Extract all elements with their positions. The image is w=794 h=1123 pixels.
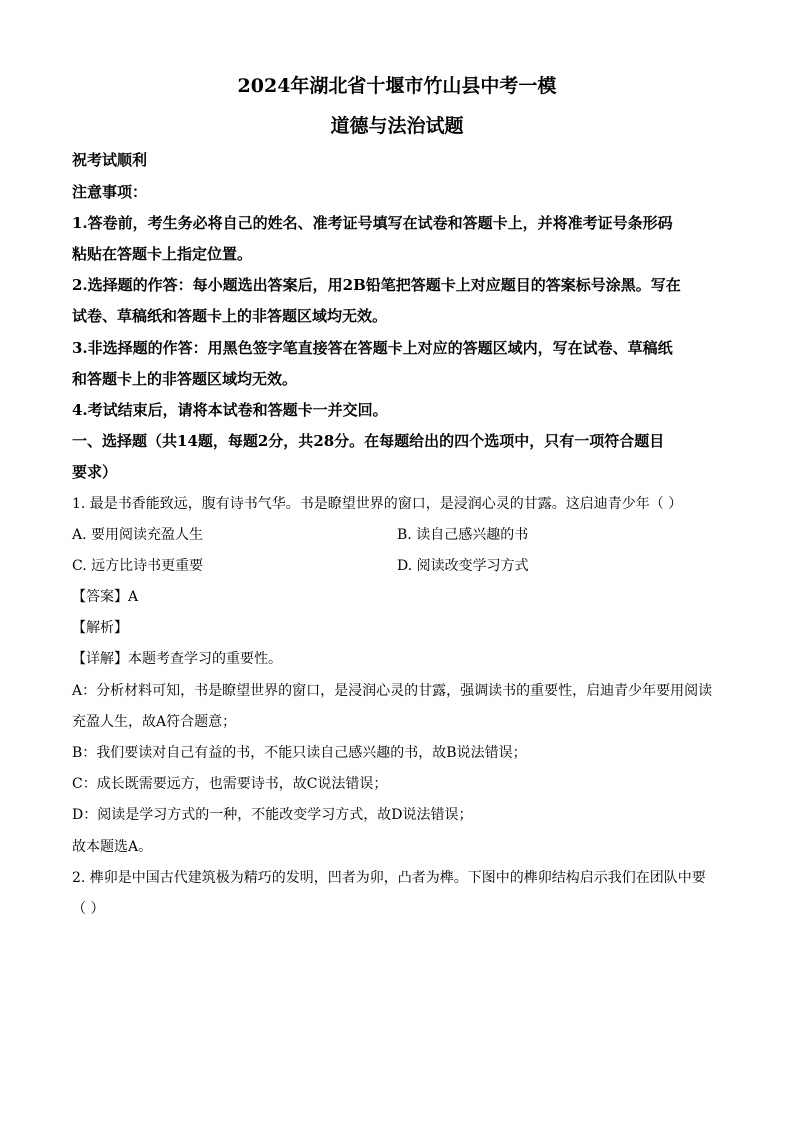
question-1-explanation-a-line-2: 充盈人生，故A符合题意； [72, 714, 237, 730]
section-heading-line-1: 一、选择题（共14题，每题2分，共28分。在每题给出的四个选项中，只有一项符合题目 [72, 432, 665, 450]
question-1-explanation-b: B：我们要读对自己有益的书，不能只读自己感兴趣的书，故B说法错误； [72, 745, 527, 761]
notice-item-2-line-2: 试卷、草稿纸和答题卡上的非答题区域均无效。 [72, 307, 388, 325]
notice-item-3-line-2: 和答题卡上的非答题区域均无效。 [72, 370, 298, 388]
question-1-explanation-a-line-1: A：分析材料可知，书是瞭望世界的窗口，是浸润心灵的甘露，强调读书的重要性，启迪青少年要用阅读 [72, 683, 713, 699]
section-heading-line-2: 要求） [72, 463, 118, 481]
notice-item-4: 4.考试结束后，请将本试卷和答题卡一并交回。 [72, 401, 388, 419]
notice-item-1-line-2: 粘贴在答题卡上指定位置。 [72, 245, 253, 263]
question-1-detail: 【详解】本题考查学习的重要性。 [72, 651, 282, 667]
notice-heading: 注意事项： [72, 183, 148, 201]
question-1-answer: 【答案】A [72, 589, 139, 605]
greeting: 祝考试顺利 [72, 151, 148, 169]
notice-item-3-line-1: 3.非选择题的作答：用黑色签字笔直接答在答题卡上对应的答题区域内，写在试卷、草稿纸 [72, 339, 673, 357]
question-1-explanation-c: C：成长既需要远方，也需要诗书，故C说法错误； [72, 776, 388, 792]
question-1-option-d: D. 阅读改变学习方式 [397, 558, 529, 574]
question-1-option-b: B. 读自己感兴趣的书 [397, 527, 529, 543]
question-1-stem: 1. 最是书香能致远，腹有诗书气华。书是瞭望世界的窗口，是浸润心灵的甘露。这启迪青少年（ ） [72, 496, 683, 512]
exam-title: 2024年湖北省十堰市竹山县中考一模 [237, 75, 557, 97]
question-2-stem-line-1: 2. 榫卯是中国古代建筑极为精巧的发明，凹者为卯，凸者为榫。下图中的榫卯结构启示我们在团队中要 [72, 870, 706, 886]
question-1-analysis-label: 【解析】 [72, 620, 128, 636]
question-1-explanation-d: D：阅读是学习方式的一种，不能改变学习方式，故D说法错误； [72, 807, 473, 823]
question-1-conclusion: 故本题选A。 [72, 839, 153, 855]
exam-subject-title: 道德与法治试题 [330, 115, 464, 137]
question-1-option-a: A. 要用阅读充盈人生 [72, 527, 204, 543]
question-1-option-c: C. 远方比诗书更重要 [72, 558, 204, 574]
notice-item-2-line-1: 2.选择题的作答：每小题选出答案后，用2B铅笔把答题卡上对应题目的答案标号涂黑。写在 [72, 276, 681, 294]
question-2-stem-line-2: （ ） [72, 901, 105, 917]
notice-item-1-line-1: 1.答卷前，考生务必将自己的姓名、准考证号填写在试卷和答题卡上，并将准考证号条形码 [72, 214, 673, 232]
